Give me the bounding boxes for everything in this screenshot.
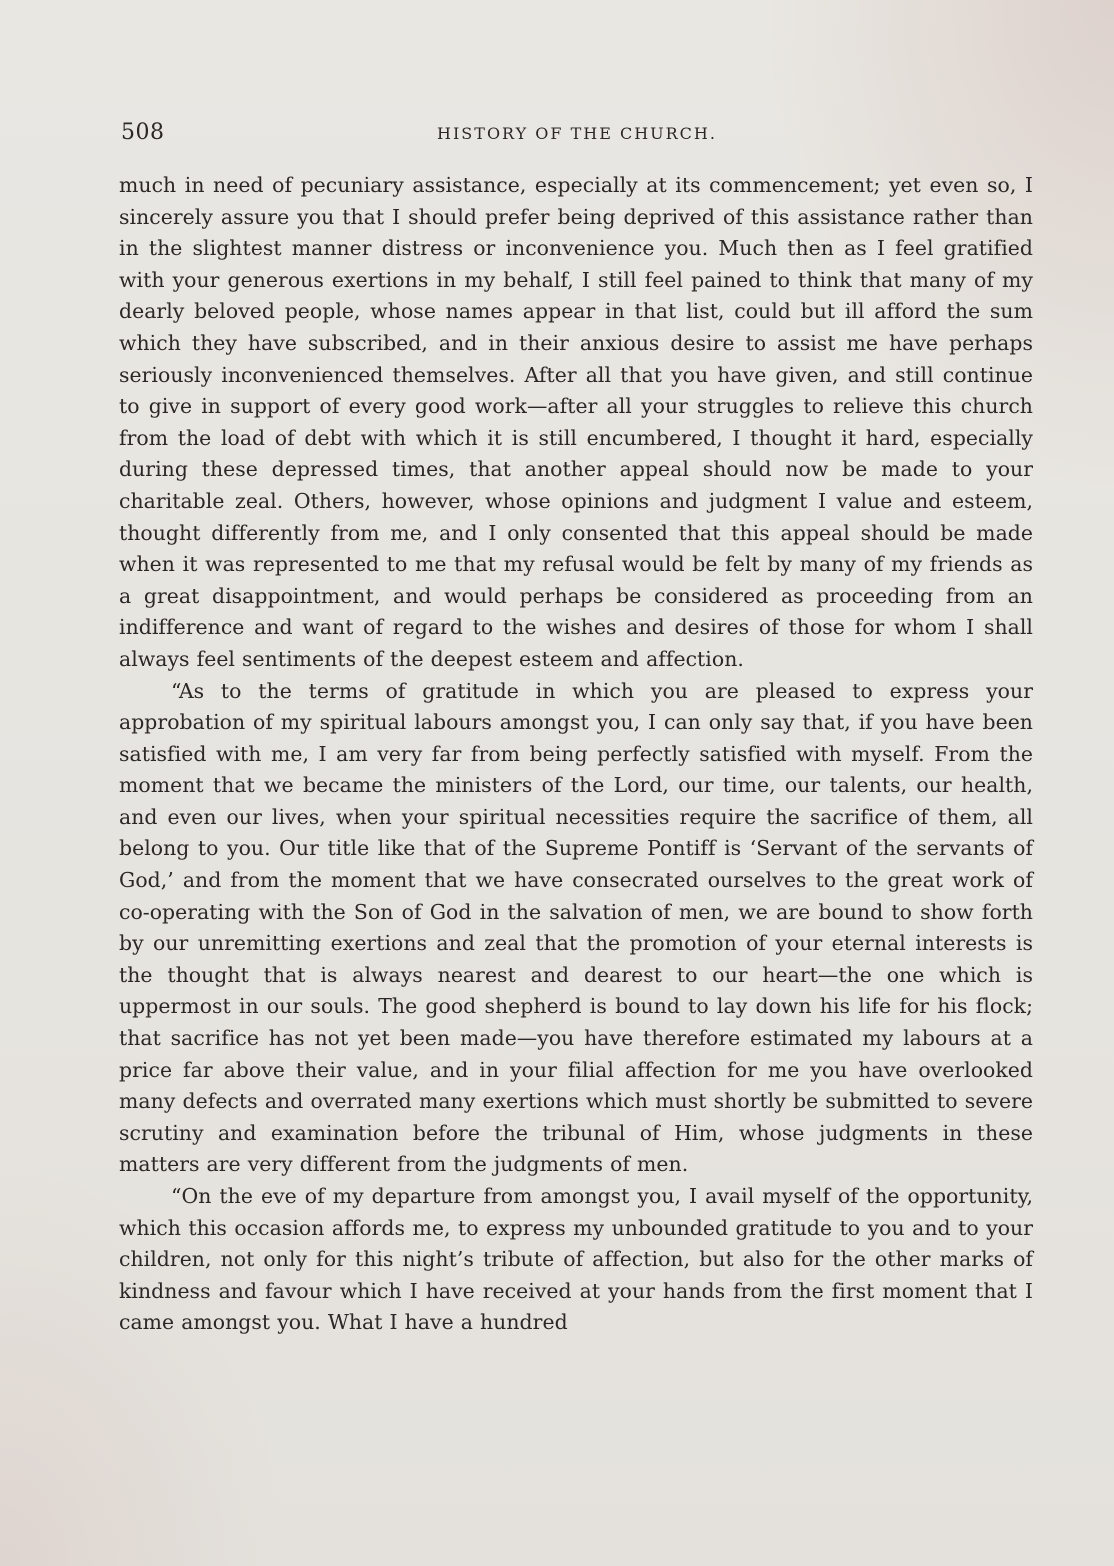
- paragraph-gratitude: “As to the terms of gratitude in which you are pleased to express your approbation of my spiritual labours amongst you, I can only say that, if you have been satisfied with me, I am very far from being perfectly satisfied with myself. From the moment that we became the ministers of the Lord, our time, our talents, our health, and even our lives, when your spiritual necessities require the sacrifice of them, all belong to you. Our title like that of the Supreme Pontiff is ‘Servant of the servants of God,’ and from the moment that we have consecrated ourselves to the great work of co-operating with the Son of God in the salvation of men, we are bound to show forth by our unremitting exertions and zeal that the promotion of your eternal interests is the thought that is always nearest and dearest to our heart—the one which is uppermost in our souls. The good shepherd is bound to lay down his life for his flock; that sacrifice has not yet been made—you have therefore estimated my labours at a price far above their value, and in your filial affection for me you have overlooked many defects and overrated many exertions which must shortly be submitted to severe scrutiny and examination before the tribunal of Him, whose judgments in these matters are very different from the judgments of men.: [119, 678, 1033, 1177]
- running-head: HISTORY OF THE CHURCH.: [437, 124, 717, 143]
- paragraph-departure: “On the eve of my departure from amongst you, I avail myself of the opportunity, which this occasion affords me, to express my unbounded gratitude to you and to your children, not only for this night’s tribute of affection, but also for the other marks of kindness and favour which I have received at your hands from the first moment that I came amongst you. What I have a hundred: [119, 1184, 1033, 1335]
- body-text: [119, 170, 1033, 1339]
- paragraph-continuation: much in need of pecuniary assistance, especially at its commencement; yet even so, I sincerely assure you that I should prefer being deprived of this assistance rather than in the slightest manner distress or inconvenience you. Much then as I feel gratified with your generous exertions in my behalf, I still feel pained to think that many of my dearly beloved people, whose names appear in that list, could but ill afford the sum which they have subscribed, and in their anxious desire to assist me have perhaps seriously inconvenienced themselves. After all that you have given, and still continue to give in support of every good work—after all your struggles to relieve this church from the load of debt with which it is still encumbered, I thought it hard, especially during these depressed times, that another appeal should now be made to your charitable zeal. Others, however, whose opinions and judgment I value and esteem, thought differently from me, and I only consented that this appeal should be made when it was represented to me that my refusal would be felt by many of my friends as a great disappointment, and would perhaps be considered as proceeding from an indifference and want of regard to the wishes and desires of those for whom I shall always feel sentiments of the deepest esteem and affection.: [119, 173, 1033, 671]
- page-header: [121, 120, 1033, 152]
- page-number: 508: [121, 120, 165, 145]
